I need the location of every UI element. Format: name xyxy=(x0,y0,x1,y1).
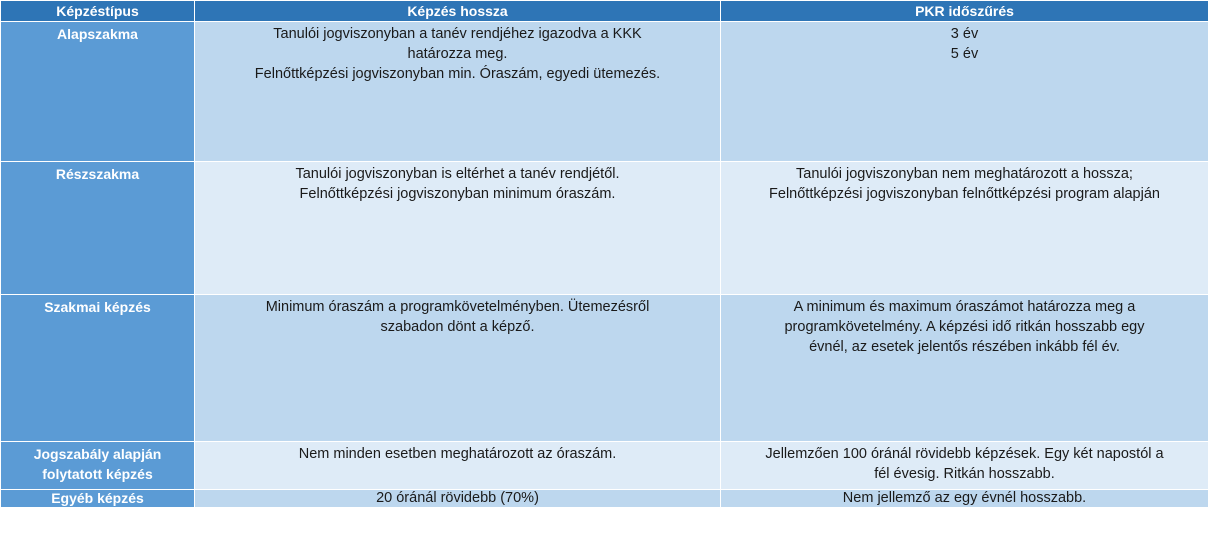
cell-line: Felnőttképzési jogviszonyban minimum óraszám. xyxy=(299,186,616,202)
cell-line: Tanulói jogviszonyban nem meghatározott a hossza; xyxy=(796,166,1133,182)
cell-line: Minimum óraszám a programkövetelményben. Ütemezésről xyxy=(265,299,650,315)
cell-line: Felnőttképzési jogviszonyban felnőttképzési program alapján xyxy=(769,186,1160,202)
table-row xyxy=(1,162,1208,295)
table-row xyxy=(1,22,1208,162)
pkr-cell xyxy=(721,442,1208,490)
cell-line: Nem minden esetben meghatározott az óraszám. xyxy=(298,446,617,462)
table-row xyxy=(1,442,1208,490)
pkr-cell xyxy=(721,162,1208,295)
pkr-cell xyxy=(721,22,1208,162)
table-row xyxy=(1,295,1208,442)
cell-line: 20 óránál rövidebb (70%) xyxy=(376,490,539,506)
duration-cell xyxy=(195,162,721,295)
cell-line: 3 év xyxy=(950,26,979,42)
row-label-line: folytatott képzés xyxy=(42,466,153,482)
cell-line: Jellemzően 100 óránál rövidebb képzések. Egy két napostól a xyxy=(765,446,1164,462)
cell-line: Tanulói jogviszonyban a tanév rendjéhez igazodva a KKK xyxy=(273,26,642,42)
cell-line: 5 év xyxy=(950,46,979,62)
pkr-cell xyxy=(721,295,1208,442)
row-label: Szakmai képzés xyxy=(1,295,195,442)
table-row xyxy=(1,490,1208,508)
row-label-line: Jogszabály alapján xyxy=(33,446,162,462)
row-label xyxy=(1,442,195,490)
header-training-duration: Képzés hossza xyxy=(195,1,721,22)
pkr-cell xyxy=(721,490,1208,508)
cell-line: Tanulói jogviszonyban is eltérhet a tanév rendjétől. xyxy=(295,166,620,182)
cell-line: határozza meg. xyxy=(407,46,508,62)
duration-cell xyxy=(195,490,721,508)
row-label: Egyéb képzés xyxy=(1,490,195,508)
cell-line: évnél, az esetek jelentős részében inkább fél év. xyxy=(809,339,1120,355)
header-row xyxy=(1,1,1208,22)
duration-cell xyxy=(195,442,721,490)
cell-line: Nem jellemző az egy évnél hosszabb. xyxy=(842,490,1087,506)
header-training-type: Képzéstípus xyxy=(1,1,195,22)
cell-line: A minimum és maximum óraszámot határozza meg a xyxy=(793,299,1136,315)
row-label: Alapszakma xyxy=(1,22,195,162)
cell-line: szabadon dönt a képző. xyxy=(380,319,535,335)
cell-line: programkövetelmény. A képzési idő ritkán hosszabb egy xyxy=(784,319,1145,335)
cell-line: fél évesig. Ritkán hosszabb. xyxy=(874,466,1055,482)
cell-line: Felnőttképzési jogviszonyban min. Óraszám, egyedi ütemezés. xyxy=(254,66,661,82)
duration-cell xyxy=(195,295,721,442)
header-pkr-time-filter: PKR időszűrés xyxy=(721,1,1208,22)
duration-cell xyxy=(195,22,721,162)
row-label: Részszakma xyxy=(1,162,195,295)
